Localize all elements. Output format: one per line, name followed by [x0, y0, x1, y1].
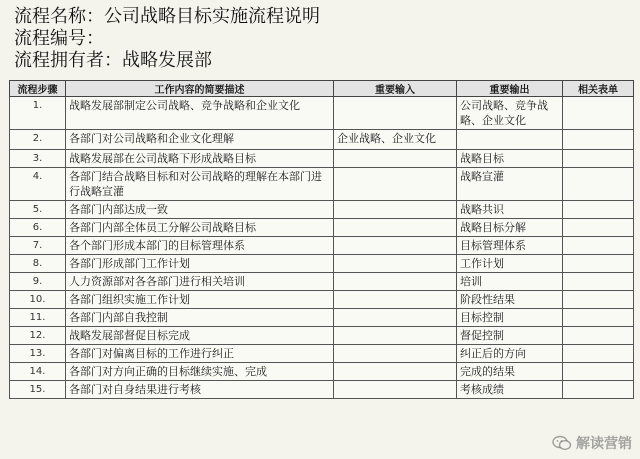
description-cell: 各部门内部达成一致: [66, 201, 334, 219]
input-cell: [334, 291, 457, 309]
input-cell: [334, 255, 457, 273]
output-cell: 工作计划: [457, 255, 563, 273]
input-cell: [334, 168, 457, 201]
description-cell: 各部门组织实施工作计划: [66, 291, 334, 309]
form-cell: [563, 130, 634, 150]
table-row: [10, 363, 634, 381]
table-row: [10, 168, 634, 201]
table-row: [10, 291, 634, 309]
table-row: [10, 237, 634, 255]
form-cell: [563, 150, 634, 168]
table-row: [10, 327, 634, 345]
input-cell: [334, 381, 457, 399]
step-cell: 9.: [10, 273, 66, 291]
output-cell: 目标管理体系: [457, 237, 563, 255]
input-cell: [334, 363, 457, 381]
step-cell: 13.: [10, 345, 66, 363]
column-header-input: 重要输入: [334, 81, 457, 97]
table-row: [10, 273, 634, 291]
table-body: [10, 97, 634, 399]
output-cell: [457, 130, 563, 150]
step-cell: 10.: [10, 291, 66, 309]
form-cell: [563, 255, 634, 273]
output-cell: 阶段性结果: [457, 291, 563, 309]
output-cell: 战略目标: [457, 150, 563, 168]
process-number: 流程编号：: [14, 28, 104, 49]
description-cell: 各部门形成部门工作计划: [66, 255, 334, 273]
description-cell: 各部门内部自我控制: [66, 309, 334, 327]
process-name: 流程名称：公司战略目标实施流程说明: [14, 6, 320, 27]
form-cell: [563, 97, 634, 130]
form-cell: [563, 345, 634, 363]
form-cell: [563, 219, 634, 237]
form-cell: [563, 168, 634, 201]
output-cell: 战略目标分解: [457, 219, 563, 237]
table-header-row: [10, 81, 634, 97]
step-cell: 11.: [10, 309, 66, 327]
input-cell: [334, 273, 457, 291]
description-cell: 各部门对偏离目标的工作进行纠正: [66, 345, 334, 363]
form-cell: [563, 291, 634, 309]
description-cell: 各部门对自身结果进行考核: [66, 381, 334, 399]
description-cell: 人力资源部对各各部门进行相关培训: [66, 273, 334, 291]
input-cell: [334, 219, 457, 237]
process-table: [9, 80, 634, 399]
column-header-step: 流程步骤: [10, 81, 66, 97]
output-cell: 战略宣灌: [457, 168, 563, 201]
description-cell: 战略发展部制定公司战略、竞争战略和企业文化: [66, 97, 334, 130]
output-cell: 考核成绩: [457, 381, 563, 399]
form-cell: [563, 237, 634, 255]
step-cell: 14.: [10, 363, 66, 381]
table-row: [10, 130, 634, 150]
output-cell: 目标控制: [457, 309, 563, 327]
step-cell: 15.: [10, 381, 66, 399]
table-row: [10, 381, 634, 399]
input-cell: 企业战略、企业文化: [334, 130, 457, 150]
watermark-text: 解读营销: [576, 436, 632, 452]
output-cell: 战略共识: [457, 201, 563, 219]
table-row: [10, 309, 634, 327]
table-row: [10, 97, 634, 130]
input-cell: [334, 309, 457, 327]
form-cell: [563, 309, 634, 327]
process-owner: 流程拥有者：战略发展部: [14, 50, 212, 71]
step-cell: 7.: [10, 237, 66, 255]
output-cell: 督促控制: [457, 327, 563, 345]
table-row: [10, 201, 634, 219]
output-cell: 公司战略、竞争战略、企业文化: [457, 97, 563, 130]
description-cell: 各部门对公司战略和企业文化理解: [66, 130, 334, 150]
step-cell: 1.: [10, 97, 66, 130]
input-cell: [334, 150, 457, 168]
input-cell: [334, 201, 457, 219]
output-cell: 完成的结果: [457, 363, 563, 381]
step-cell: 6.: [10, 219, 66, 237]
column-header-form: 相关表单: [563, 81, 634, 97]
input-cell: [334, 345, 457, 363]
table-row: [10, 219, 634, 237]
form-cell: [563, 201, 634, 219]
form-cell: [563, 381, 634, 399]
step-cell: 5.: [10, 201, 66, 219]
input-cell: [334, 327, 457, 345]
document-header: [14, 6, 320, 72]
step-cell: 8.: [10, 255, 66, 273]
output-cell: 纠正后的方向: [457, 345, 563, 363]
description-cell: 战略发展部在公司战略下形成战略目标: [66, 150, 334, 168]
watermark: [552, 433, 632, 453]
input-cell: [334, 237, 457, 255]
description-cell: 各部门对方向正确的目标继续实施、完成: [66, 363, 334, 381]
form-cell: [563, 273, 634, 291]
description-cell: 各部门结合战略目标和对公司战略的理解在本部门进行战略宣灌: [66, 168, 334, 201]
step-cell: 2.: [10, 130, 66, 150]
description-cell: 战略发展部督促目标完成: [66, 327, 334, 345]
wechat-icon: [552, 435, 572, 451]
table-row: [10, 255, 634, 273]
form-cell: [563, 327, 634, 345]
column-header-description: 工作内容的简要描述: [66, 81, 334, 97]
column-header-output: 重要输出: [457, 81, 563, 97]
step-cell: 3.: [10, 150, 66, 168]
description-cell: 各个部门形成本部门的目标管理体系: [66, 237, 334, 255]
step-cell: 12.: [10, 327, 66, 345]
output-cell: 培训: [457, 273, 563, 291]
input-cell: [334, 97, 457, 130]
table-row: [10, 150, 634, 168]
description-cell: 各部门内部全体员工分解公司战略目标: [66, 219, 334, 237]
form-cell: [563, 363, 634, 381]
step-cell: 4.: [10, 168, 66, 201]
table-row: [10, 345, 634, 363]
